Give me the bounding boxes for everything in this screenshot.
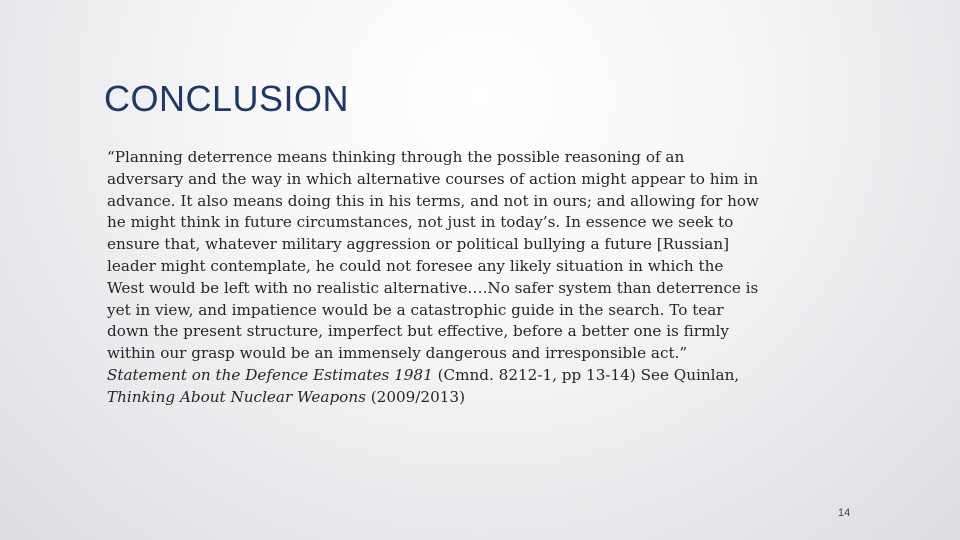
page-number: 14 <box>838 507 851 519</box>
quote-body <box>107 147 867 409</box>
quote-line: he might think in future circumstances, not just in today’s. In essence we seek to <box>107 213 734 232</box>
quote-line: leader might contemplate, he could not foresee any likely situation in which the <box>107 256 724 275</box>
quote-line: “Planning deterrence means thinking through the possible reasoning of an <box>107 148 685 166</box>
quote-line: West would be left with no realistic alternative….No safer system than deterrence is <box>107 278 759 297</box>
citation-book-title: Thinking About Nuclear Weapons <box>107 387 366 406</box>
quote-line: yet in view, and impatience would be a catastrophic guide in the search. To tear <box>107 300 724 319</box>
quote-line: ensure that, whatever military aggression or political bullying a future [Russian] <box>107 235 730 254</box>
quote-line: within our grasp would be an immensely dangerous and irresponsible act.” <box>107 344 688 363</box>
slide-title: CONCLUSION <box>104 78 350 119</box>
citation-details: (Cmnd. 8212-1, pp 13-14) See Quinlan, <box>432 365 740 384</box>
quote-line: down the present structure, imperfect but effective, before a better one is firmly <box>107 322 729 341</box>
citation-years: (2009/2013) <box>365 387 466 406</box>
quote-line: advance. It also means doing this in his terms, and not in ours; and allowing for how <box>107 191 760 210</box>
citation-line-2 <box>107 387 867 409</box>
citation-source-title: Statement on the Defence Estimates 1981 <box>107 365 433 384</box>
quote-line: adversary and the way in which alternative courses of action might appear to him in <box>107 169 759 188</box>
citation-line-1 <box>107 365 867 387</box>
